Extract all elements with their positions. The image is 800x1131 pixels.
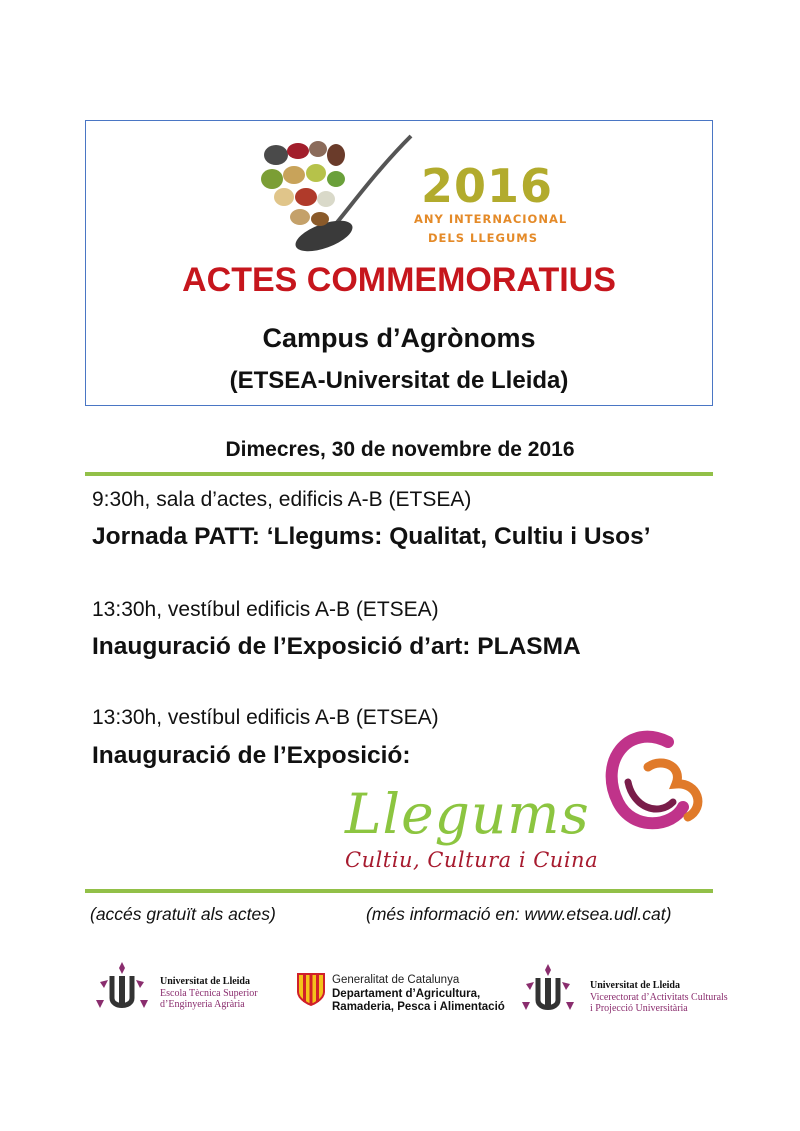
udl1-line2: d’Enginyeria Agrària: [160, 999, 245, 1010]
gencat-name: Generalitat de Catalunya: [332, 974, 460, 986]
campus-subtitle: Campus d’Agrònoms: [262, 323, 536, 353]
exhibition-logo-tagline: Cultiu, Cultura i Cuina: [345, 848, 599, 872]
event-1-title: Jornada PATT: ‘Llegums: Qualitat, Cultiu i Usos’: [92, 523, 651, 550]
exhibition-logo-word: Llegums: [345, 782, 590, 846]
udl1-name: Universitat de Lleida: [160, 976, 250, 987]
institution-subtitle: (ETSEA-Universitat de Lleida): [229, 367, 569, 394]
gencat-dept-line2: Ramaderia, Pesca i Alimentació: [332, 1001, 505, 1013]
legumes-spoon-logo: [256, 131, 416, 256]
event-3-time: 13:30h, vestíbul edificis A-B (ETSEA): [92, 706, 439, 729]
logo-line2: DELS LLEGUMS: [428, 231, 539, 245]
logo-year: 2016: [421, 159, 554, 213]
gencat-dept-line1: Departament d’Agricultura,: [332, 988, 481, 1000]
udl2-line1: Vicerectorat d’Activitats Culturals: [590, 992, 728, 1003]
logo-line1: ANY INTERNACIONAL: [414, 212, 568, 226]
event-2-title: Inauguració de l’Exposició d’art: PLASMA: [92, 633, 581, 660]
udl-emblem-icon: [518, 962, 578, 1020]
event-2-time: 13:30h, vestíbul edificis A-B (ETSEA): [92, 598, 439, 621]
divider-bottom: [85, 889, 713, 893]
header-box: [85, 120, 713, 406]
gencat-flag-icon: [296, 972, 326, 1006]
udl1-line1: Escola Tècnica Superior: [160, 988, 258, 999]
page-title: ACTES COMMEMORATIUS: [182, 261, 616, 299]
event-date: Dimecres, 30 de novembre de 2016: [225, 438, 575, 461]
event-1-time: 9:30h, sala d’actes, edificis A-B (ETSEA): [92, 488, 472, 511]
udl2-line2: i Projecció Universitària: [590, 1003, 688, 1014]
divider-top: [85, 472, 713, 476]
free-access-note: (accés gratuït als actes): [90, 904, 276, 924]
llegums-swirl-icon: [588, 722, 708, 852]
more-info-note: (més informació en: www.etsea.udl.cat): [366, 904, 672, 924]
udl-emblem-icon: [92, 960, 152, 1018]
event-3-title: Inauguració de l’Exposició:: [92, 742, 411, 769]
udl2-name: Universitat de Lleida: [590, 980, 680, 991]
